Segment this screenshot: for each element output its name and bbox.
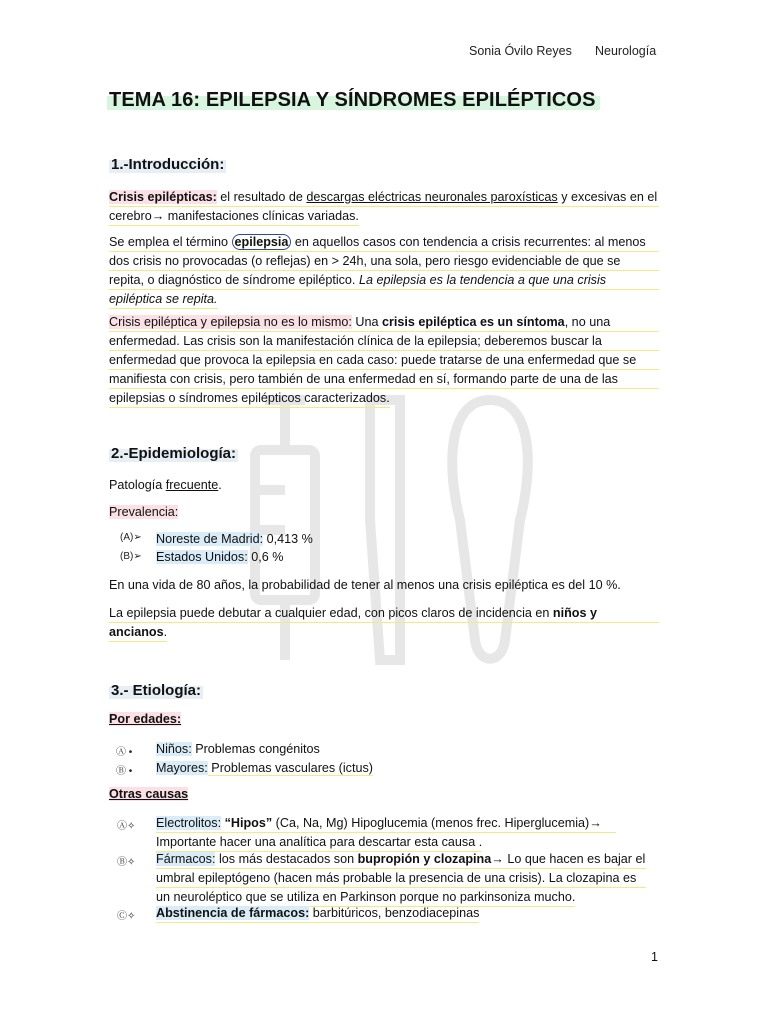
- list-marker: Ⓐ✧: [117, 821, 136, 832]
- list-marker: (B)➢: [120, 551, 142, 562]
- paragraph-debut: La epilepsia puede debutar a cualquier edad, con picos claros de incidencia en niños y ancianos.: [109, 604, 659, 642]
- list-marker: Ⓑ •: [116, 766, 133, 777]
- list-item-mayores: Mayores: Problemas vasculares (ictus): [156, 761, 373, 775]
- list-item-abstinencia: Abstinencia de fármacos: barbitúricos, benzodiacepinas: [156, 904, 479, 923]
- paragraph-termino-epilepsia: Se emplea el término epilepsia en aquellos casos con tendencia a crisis recurrentes: al menos dos crisis no provocadas (o reflejas) en > 24h, una sola, pero riesgo evidenciable de que se repita, o diagnóstico de síndrome epiléptico. La epilepsia es la tendencia a que una crisis epiléptica se repita.: [109, 233, 659, 309]
- header-author: Sonia Óvilo Reyes: [469, 44, 572, 58]
- list-item-electrolitos: Electrolitos: “Hipos” (Ca, Na, Mg) Hipoglucemia (menos frec. Hiperglucemia)→ Importante hacer una analítica para descartar esta causa .: [156, 814, 616, 852]
- section-heading-introduccion: 1.-Introducción:: [111, 156, 225, 173]
- subheading-por-edades: Por edades:: [109, 712, 182, 726]
- subheading-otras-causas: Otras causas: [109, 787, 189, 801]
- header-subject: Neurología: [595, 44, 657, 58]
- paragraph-crisis-epilepticas: Crisis epilépticas: el resultado de descargas eléctricas neuronales paroxísticas y excesivas en el cerebro→ manifestaciones clínicas variadas.: [109, 188, 659, 226]
- section-heading-etiologia: 3.- Etiología:: [111, 682, 201, 699]
- paragraph-patologia: Patología frecuente.: [109, 478, 222, 492]
- list-item-ninos: Niños: Problemas congénitos: [156, 742, 320, 756]
- list-marker: Ⓑ✧: [117, 857, 136, 868]
- paragraph-crisis-vs-epilepsia: Crisis epiléptica y epilepsia no es lo mismo: Una crisis epiléptica es un síntoma, no una enfermedad. Las crisis son la manifestación clínica de la epilepsia; deberemos buscar la enfermedad que provoca la epilepsia en cada caso: puede tratarse de una enfermedad que se manifiesta con crisis, pero también de una enfermedad en sí, formando parte de una de las epilepsias o síndromes epilépticos caracterizados.: [109, 313, 659, 408]
- list-item-estados-unidos: Estados Unidos: 0,6 %: [156, 550, 284, 564]
- epilepsia-circled-term: epilepsia: [232, 234, 292, 250]
- list-item-farmacos: Fármacos: los más destacados son bupropión y clozapina→ Lo que hacen es bajar el umbral epileptógeno (hacen más probable la presencia de una crisis). La clozapina es un neuroléptico que se utiliza en Parkinson porque no parkinsoniza mucho.: [156, 850, 646, 907]
- page-title: TEMA 16: EPILEPSIA Y SÍNDROMES EPILÉPTICOS: [107, 89, 600, 112]
- paragraph-probabilidad: En una vida de 80 años, la probabilidad de tener al menos una crisis epiléptica es del 10 %.: [109, 578, 621, 592]
- list-marker: Ⓐ •: [116, 747, 133, 758]
- prevalencia-label: Prevalencia:: [109, 505, 179, 519]
- list-marker: (A)➢: [120, 532, 142, 543]
- page-number: 1: [651, 950, 658, 964]
- list-marker: Ⓒ✧: [117, 911, 136, 922]
- list-item-madrid: Noreste de Madrid: 0,413 %: [156, 532, 313, 546]
- section-heading-epidemiologia: 2.-Epidemiología:: [111, 445, 237, 462]
